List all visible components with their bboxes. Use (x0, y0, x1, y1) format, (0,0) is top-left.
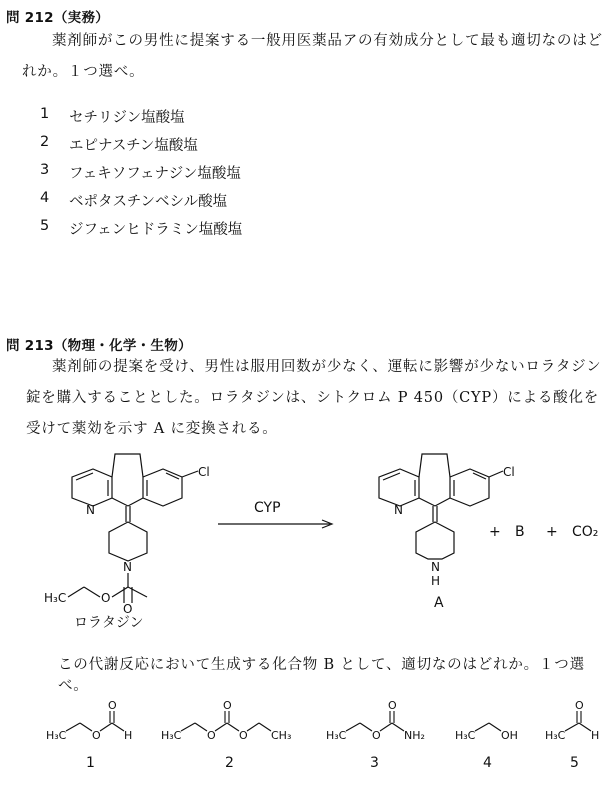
atom-label: Cl (198, 465, 210, 479)
option-text: ベポタスチンベシル酸塩 (69, 194, 228, 210)
atom-label: O (101, 591, 111, 605)
atom-label: O (372, 729, 381, 742)
atom-label: H (591, 729, 600, 742)
atom-label: H₃C (161, 729, 182, 742)
atom-label: H₃C (44, 591, 67, 605)
atom-label: O (575, 699, 584, 712)
co2-label: CO₂ (572, 524, 599, 540)
option-number: 1 (40, 106, 50, 122)
piperidine-ring (109, 522, 147, 561)
atom-label: O (108, 699, 117, 712)
choice-number-3[interactable]: 3 (370, 755, 379, 771)
question-213-line-2: 錠を購入することとした。ロラタジンは、シトクロム P 450（CYP）による酸化を (26, 390, 600, 406)
option-212-3[interactable] (40, 162, 241, 183)
option-number: 4 (40, 190, 50, 206)
benzene-ring (143, 469, 182, 506)
option-text: セチリジン塩酸塩 (69, 110, 185, 126)
product-a-label: A (434, 595, 444, 611)
atom-label: H₃C (455, 729, 476, 742)
question-213-prompt: この代謝反応において生成する化合物 B として、適切なのはどれか。１つ選べ。 (58, 657, 585, 694)
atom-label: N (431, 560, 440, 574)
option-212-2[interactable] (40, 134, 198, 155)
atom-label: Cl (503, 465, 515, 479)
option-number: 5 (40, 218, 50, 234)
option-text: エピナスチン塩酸塩 (69, 138, 198, 154)
option-text: フェキソフェナジン塩酸塩 (69, 166, 241, 182)
atom-label: H₃C (46, 729, 67, 742)
question-213-line-1: 薬剤師の提案を受け、男性は服用回数が少なく、運転に影響が少ないロラタジン (52, 359, 602, 375)
atom-label: H (124, 729, 133, 742)
atom-label: O (207, 729, 216, 742)
option-number: 2 (40, 134, 50, 150)
question-213-text (26, 352, 608, 445)
option-212-5[interactable] (40, 218, 242, 239)
reaction-scheme (0, 440, 613, 640)
pyridine-ring (72, 469, 112, 506)
choice-number-1[interactable]: 1 (86, 755, 95, 771)
atom-label: O (388, 699, 397, 712)
atom-label: O (223, 699, 232, 712)
arrow-label: CYP (254, 500, 281, 516)
choice-number-4[interactable]: 4 (483, 755, 492, 771)
compound-b-label: B (515, 524, 525, 540)
option-text: ジフェンヒドラミン塩酸塩 (69, 222, 243, 238)
atom-label: OH (501, 729, 518, 742)
question-213-line-3: 受けて薬効を示す A に変換される。 (26, 421, 278, 437)
choice-number-2[interactable]: 2 (225, 755, 234, 771)
atom-label: CH₃ (271, 729, 292, 742)
atom-label: O (123, 602, 133, 616)
question-212-line-2: れか。１つ選べ。 (22, 64, 145, 80)
question-212-line-1: 薬剤師がこの男性に提案する一般用医薬品アの有効成分として最も適切なのはど (52, 33, 603, 49)
atom-label: O (92, 729, 101, 742)
question-212-heading: 問 212（実務） (6, 10, 110, 26)
atom-label: O (239, 729, 248, 742)
option-212-4[interactable] (40, 190, 227, 211)
atom-label: N (86, 503, 95, 517)
reactant-name: ロラタジン (74, 615, 144, 631)
atom-label: NH₂ (404, 729, 425, 742)
plus-sign: + (546, 524, 558, 540)
question-212-text (22, 26, 608, 88)
atom-label: H₃C (326, 729, 347, 742)
choice-number-5[interactable]: 5 (570, 755, 579, 771)
plus-sign: + (489, 524, 501, 540)
option-212-1[interactable] (40, 106, 185, 127)
atom-label: H (431, 574, 441, 588)
question-213-heading: 問 213（物理・化学・生物） (6, 338, 192, 354)
option-number: 3 (40, 162, 50, 178)
atom-label: H₃C (545, 729, 566, 742)
choice-structures (0, 695, 613, 775)
atom-label: N (394, 503, 403, 517)
atom-label: N (123, 560, 132, 574)
